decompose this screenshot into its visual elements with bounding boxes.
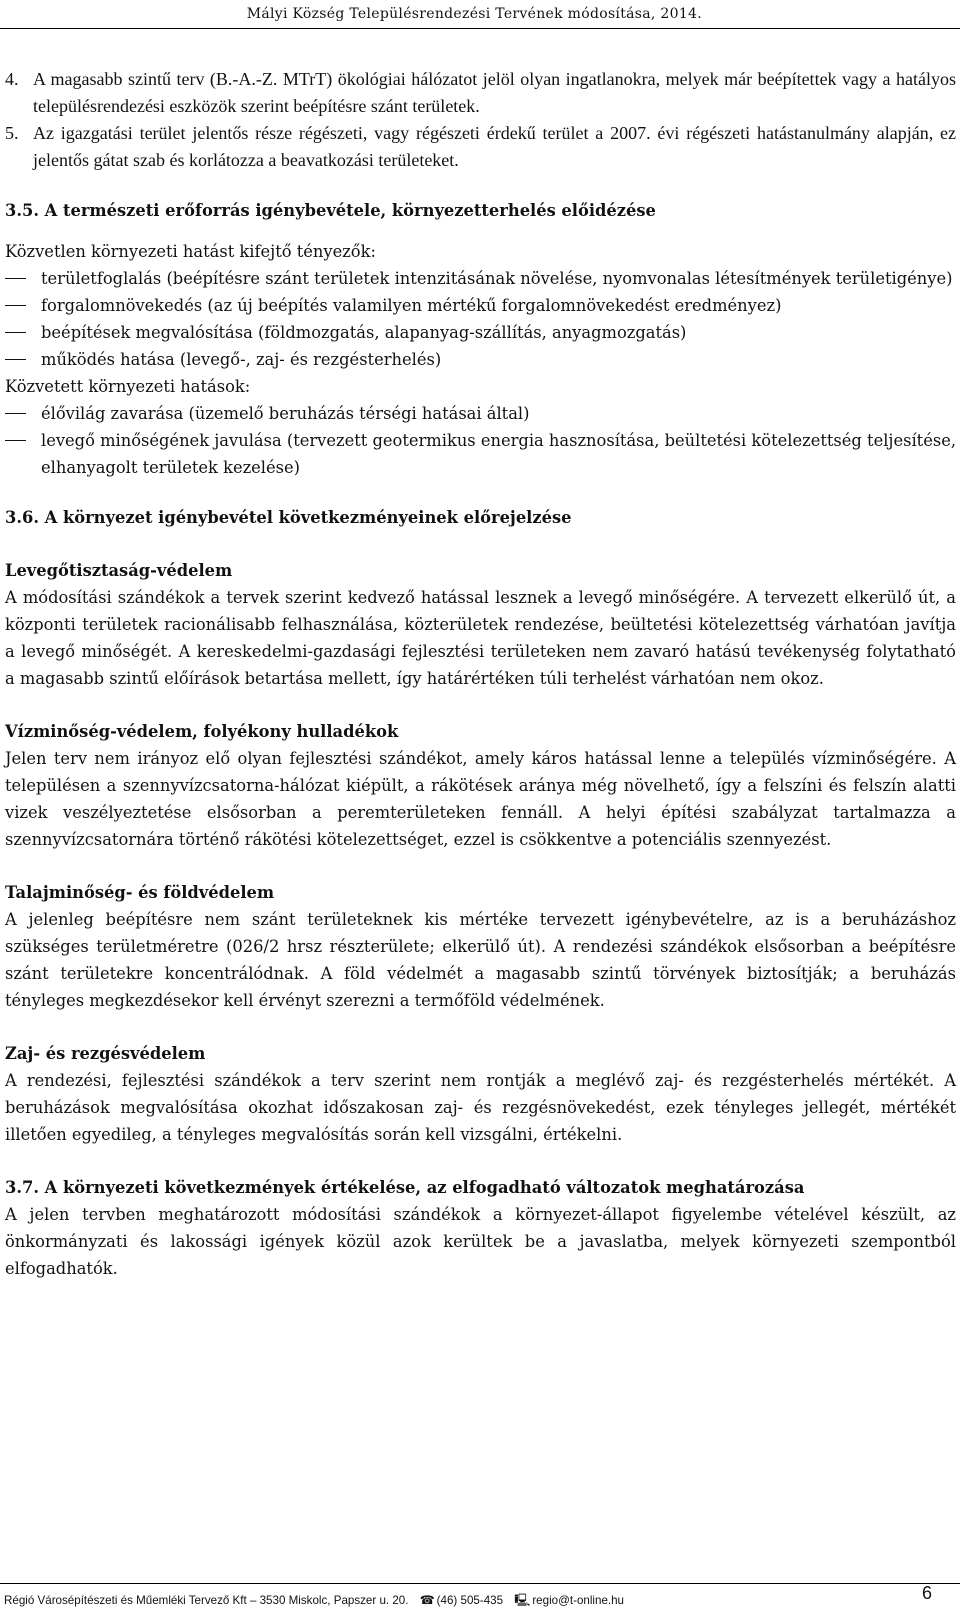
page-footer <box>0 1583 960 1617</box>
subsection-text: A módosítási szándékok a tervek szerint kedvező hatással lesznek a levegő minőségére. A tervezett elkerülő út, a központi területek racionálisabb felhasználása, közterületek rendezése, beültetési kötelezettség várhatóan javítja a levegő minőségét. A kereskedelmi-gazdasági fejlesztési területeken nem zavaró hatású tevékenység folytatható a magasabb szintű előírások betartása mellett, így határértéken túli terhelést várhatóan nem okoz. <box>5 588 956 688</box>
list-text: Az igazgatási terület jelentős része régészeti, vagy régészeti érdekű terület a 2007. évi régészeti hatástanulmány alapján, ez jelentős gátat szab és korlátozza a beavatkozási területeket. <box>33 123 956 170</box>
list-number: 4. <box>5 69 19 89</box>
list-number: 5. <box>5 123 19 143</box>
list-item: forgalomnövekedés (az új beépítés valamilyen mértékű forgalomnövekedést eredményez) <box>5 292 956 319</box>
subsection-text: A rendezési, fejlesztési szándékok a terv szerint nem rontják a meglévő zaj- és rezgésterhelés mértékét. A beruházások megvalósítása okozhat időszakosan zaj- és rezgésnövekedést, ezek tényleges jellegét, mértékét illetően egyedileg, a tényleges megvalósítás során kell vizsgálni, értékelni. <box>5 1071 956 1144</box>
footer-contact <box>4 1591 624 1612</box>
footer-company: Régió Városépítészeti és Műemléki Tervező Kft – 3530 Miskolc, Papszer u. 20. <box>4 1594 409 1607</box>
list-item <box>5 120 956 174</box>
list-text: A magasabb szintű terv (B.-A.-Z. MTrT) ökológiai hálózatot jelöl olyan ingatlanokra, melyek már beépítettek vagy a hatályos településrendezési eszközök szerint beépítésre szánt területek. <box>33 69 956 116</box>
subsection-title: Vízminőség-védelem, folyékony hulladékok <box>5 722 399 741</box>
section-heading-3-7: 3.7. A környezeti következmények értékelése, az elfogadható változatok meghatározása <box>5 1178 805 1197</box>
page-number: 6 <box>921 1583 932 1603</box>
subsection-text: Jelen terv nem irányoz elő olyan fejlesztési szándékot, amely káros hatással lenne a település vízminőségére. A településen a szennyvízcsatorna-hálózat kiépült, a rákötések aránya még növelhető, így a felszíni és felszín alatti vizek veszélyeztetése elsősorban a peremterületeken fennáll. A helyi építési szabályzat tartalmazza a szennyvízcsatornára történő rákötési kötelezettséget, ezzel is csökkentve a potenciális szennyezést. <box>5 749 956 849</box>
subsection-title: Zaj- és rezgésvédelem <box>5 1044 206 1063</box>
list-item: beépítések megvalósítása (földmozgatás, alapanyag-szállítás, anyagmozgatás) <box>5 319 956 346</box>
list-item: élővilág zavarása (üzemelő beruházás térségi hatásai által) <box>5 400 956 427</box>
list-item: működés hatása (levegő-, zaj- és rezgésterhelés) <box>5 346 956 373</box>
document-body <box>5 66 956 1282</box>
indirect-effects-label: Közvetett környezeti hatások: <box>5 377 251 396</box>
footer-rule <box>0 1583 960 1584</box>
header-title: Mályi Község Településrendezési Tervének módosítása, 2014. <box>246 6 702 22</box>
list-item <box>5 66 956 120</box>
computer-icon: 🖳 <box>514 1593 531 1607</box>
list-item: levegő minőségének javulása (tervezett geotermikus energia hasznosítása, beültetési kötelezettség teljesítése, elhanyagolt területek kezelése) <box>5 427 956 481</box>
subsection-title: Levegőtisztaság-védelem <box>5 561 233 580</box>
section-heading-3-6: 3.6. A környezet igénybevétel következményeinek előrejelzése <box>5 508 572 527</box>
section-3-7-text: A jelen tervben meghatározott módosítási szándékok a környezet-állapot figyelembe vételével készült, az önkormányzati és lakossági igények közül azok kerültek be a javaslatba, melyek környezeti szempontból elfogadhatók. <box>5 1205 956 1278</box>
header-rule <box>0 28 960 29</box>
subsection-title: Talajminőség- és földvédelem <box>5 883 275 902</box>
list-item: területfoglalás (beépítésre szánt területek intenzitásának növelése, nyomvonalas létesítmények területigénye) <box>5 265 956 292</box>
section-heading-3-5: 3.5. A természeti erőforrás igénybevétele, környezetterhelés előidézése <box>5 201 656 220</box>
footer-email: regio@t-online.hu <box>532 1594 625 1607</box>
direct-effects-label: Közvetlen környezeti hatást kifejtő tényezők: <box>5 242 376 261</box>
telephone-icon: ☎ <box>419 1593 435 1607</box>
footer-phone: (46) 505-435 <box>436 1594 504 1607</box>
subsection-text: A jelenleg beépítésre nem szánt területeknek kis mértéke tervezett igénybevételre, az is a beruházáshoz szükséges területméretre (026/2 hrsz részterülete; elkerülő út). A rendezési szándékok elsősorban a beépítésre szánt területekre koncentrálódnak. A föld védelmét a magasabb szintű törvények biztosítják; a beruházás tényleges megkezdésekor kell érvényt szerezni a termőföld védelmének. <box>5 910 956 1010</box>
page-header <box>0 0 960 40</box>
